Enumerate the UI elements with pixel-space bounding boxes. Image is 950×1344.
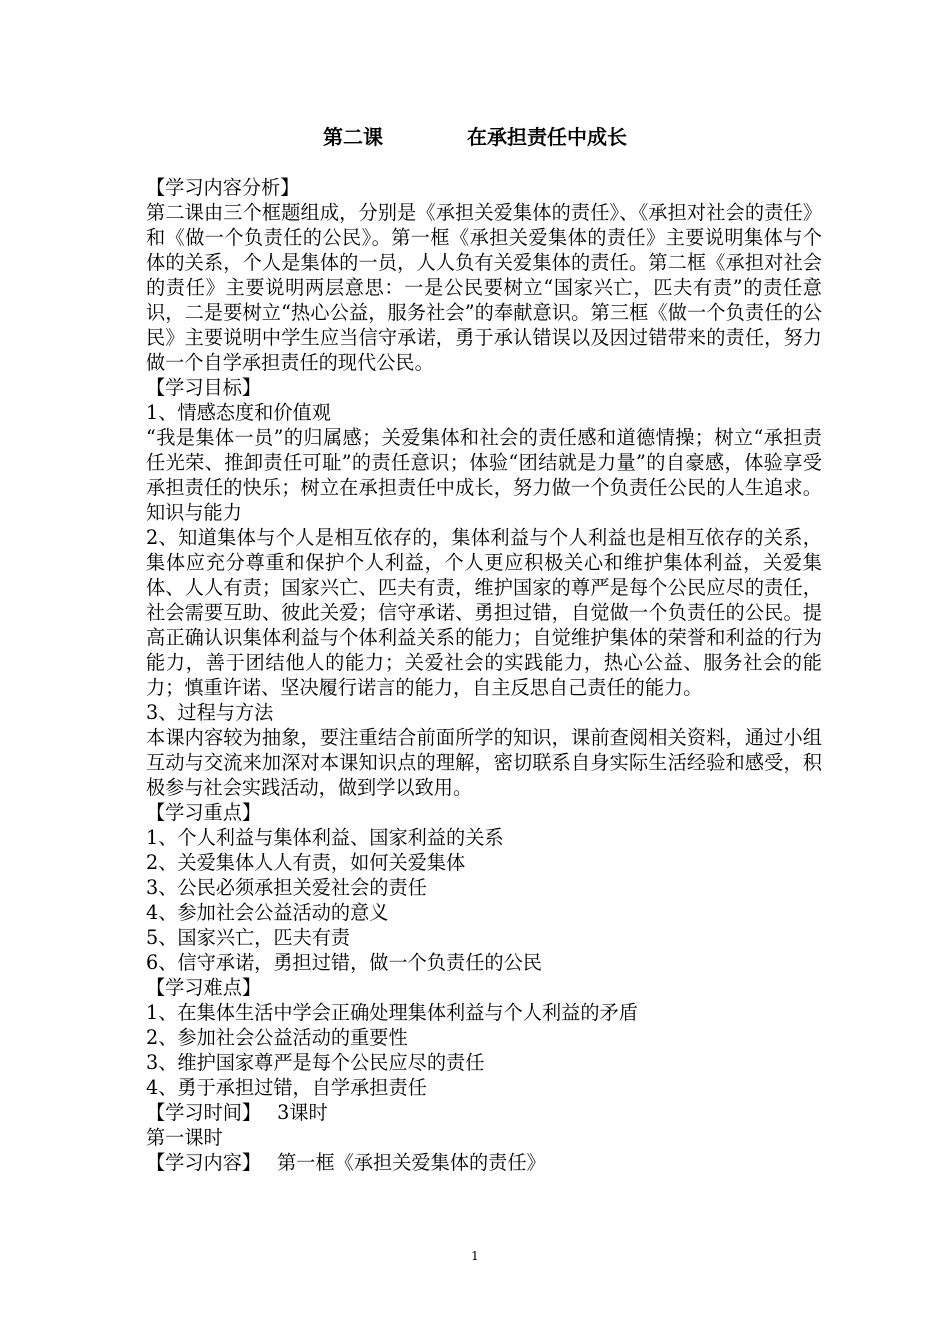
study-content-label: 【学习内容】 (146, 1151, 262, 1174)
list-item: 5、国家兴亡，匹夫有责 (146, 926, 351, 949)
section-heading: 【学习重点】 (146, 801, 262, 824)
study-time-value: 3课时 (277, 1101, 328, 1124)
paragraph: 第二课由三个框题组成，分别是《承担关爱集体的责任》、《承担对社会的责任》和《做一个负责任的公民》。第一框《承担关爱集体的责任》主要说明集体与个体的关系，个人是集体的一员，人人负有关爱集体的责任。第二框《承担对社会的责任》主要说明两层意思：一是公民要树立“国家兴亡，匹夫有责”的责任意识，二是要树立“热心公益，服务社会”的奉献意识。第三框《做一个负责任的公民》主要说明中学生应当信守承诺，勇于承认错误以及因过错带来的责任，努力做一个自学承担责任的现代公民。 (146, 201, 822, 374)
list-item: 1、在集体生活中学会正确处理集体利益与个人利益的矛盾 (146, 1001, 638, 1024)
study-content (146, 1150, 822, 1175)
study-time (146, 1100, 822, 1125)
lesson-number: 第二课 (323, 125, 383, 149)
section-heading: 【学习难点】 (146, 976, 262, 999)
lesson-name: 在承担责任中成长 (467, 125, 627, 149)
document-body (146, 175, 822, 1175)
section-heading: 【学习内容分析】 (146, 176, 300, 199)
list-item: 2、关爱集体人人有责，如何关爱集体 (146, 851, 466, 874)
period-label: 第一课时 (146, 1126, 223, 1149)
list-item: 1、个人利益与集体利益、国家利益的关系 (146, 826, 504, 849)
study-content-value: 第一框《承担关爱集体的责任》 (277, 1151, 546, 1174)
paragraph: 本课内容较为抽象，要注重结合前面所学的知识，课前查阅相关资料，通过小组互动与交流来加深对本课知识点的理解，密切联系自身实际生活经验和感受，积极参与社会实践活动，做到学以致用。 (146, 726, 822, 799)
list-item: 1、情感态度和价值观 (146, 401, 331, 424)
study-time-label: 【学习时间】 (146, 1101, 262, 1124)
list-item: 3、维护国家尊严是每个公民应尽的责任 (146, 1051, 485, 1074)
list-item: 4、勇于承担过错，自学承担责任 (146, 1076, 427, 1099)
list-item: 4、参加社会公益活动的意义 (146, 901, 389, 924)
paragraph: “我是集体一员”的归属感；关爱集体和社会的责任感和道德情操；树立“承担责任光荣、推卸责任可耻”的责任意识；体验“团结就是力量”的自豪感，体验享受承担责任的快乐；树立在承担责任中成长，努力做一个负责任公民的人生追求。知识与能力 (146, 426, 822, 524)
list-item: 3、过程与方法 (146, 701, 274, 724)
list-item: 6、信守承诺，勇担过错，做一个负责任的公民 (146, 951, 542, 974)
page-number: 1 (471, 1249, 479, 1263)
paragraph: 2、知道集体与个人是相互依存的，集体利益与个人利益也是相互依存的关系，集体应充分尊重和保护个人利益，个人更应积极关心和维护集体利益，关爱集体、人人有责；国家兴亡、匹夫有责，维护国家的尊严是每个公民应尽的责任，社会需要互助、彼此关爱；信守承诺、勇担过错，自觉做一个负责任的公民。提高正确认识集体利益与个体利益关系的能力；自觉维护集体的荣誉和利益的行为能力，善于团结他人的能力；关爱社会的实践能力，热心公益、服务社会的能力；慎重许诺、坚决履行诺言的能力，自主反思自己责任的能力。 (146, 526, 822, 699)
page-title (0, 122, 950, 152)
section-heading: 【学习目标】 (146, 376, 262, 399)
list-item: 3、公民必须承担关爱社会的责任 (146, 876, 427, 899)
list-item: 2、参加社会公益活动的重要性 (146, 1026, 408, 1049)
